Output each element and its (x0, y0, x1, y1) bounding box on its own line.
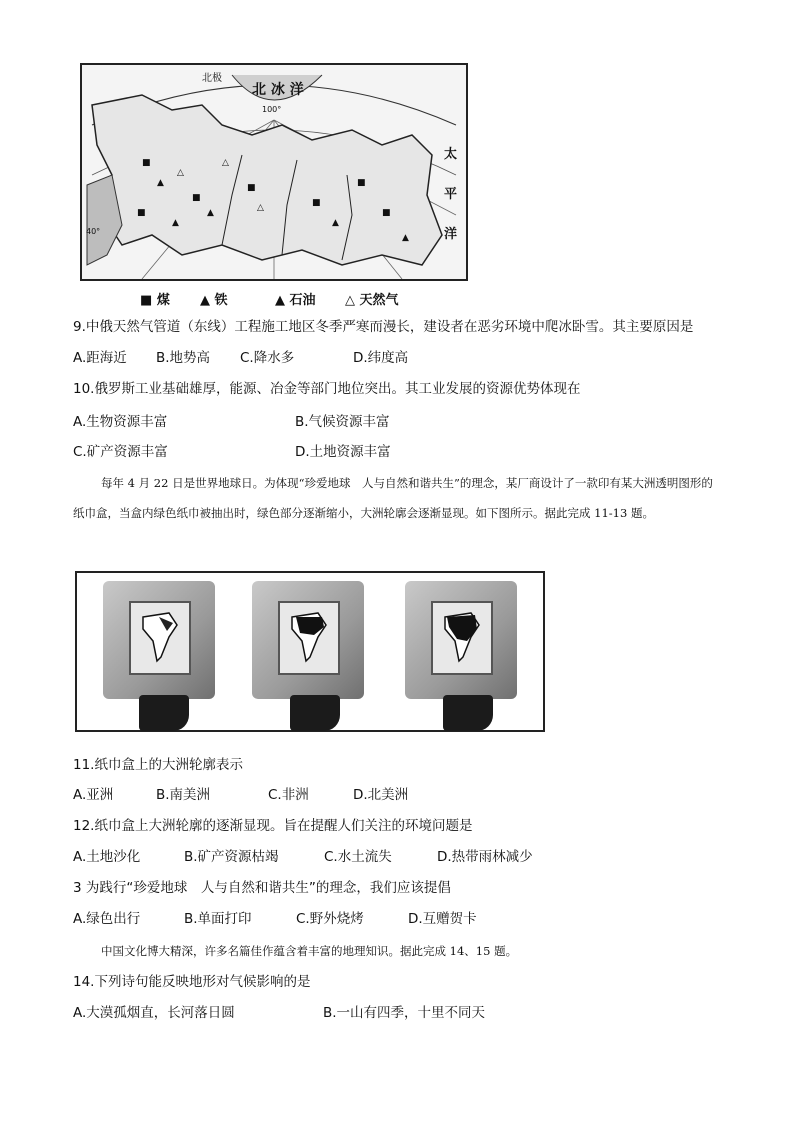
svg-text:△: △ (177, 168, 184, 178)
question-14-stem: 14.下列诗句能反映地形对气候影响的是 (73, 974, 311, 990)
iron-symbol-icon: ▲ (200, 293, 210, 308)
q12-option-b: B.矿产资源枯竭 (184, 849, 279, 865)
q9-option-d: D.纬度高 (353, 350, 409, 366)
svg-text:■: ■ (192, 193, 201, 203)
q12-option-a: A.土地沙化 (73, 849, 141, 865)
q11-option-d: D.北美洲 (353, 787, 409, 803)
svg-text:▲: ▲ (207, 208, 214, 218)
continent-outline-2 (288, 611, 328, 663)
continent-outline-3 (441, 611, 481, 663)
q14-option-b: B.一山有四季，十里不同天 (323, 1005, 486, 1021)
map-label-arctic: 北 冰 洋 (252, 82, 304, 98)
q10-option-c: C.矿产资源丰富 (73, 444, 168, 460)
q11-option-c: C.非洲 (268, 787, 309, 803)
tissue-box-figure (75, 571, 545, 732)
svg-text:■: ■ (357, 178, 366, 188)
svg-text:■: ■ (142, 158, 151, 168)
tissue-box-3 (405, 581, 517, 699)
question-13-stem: 3 为践行“珍爱地球 人与自然和谐共生”的理念，我们应该提倡 (73, 880, 451, 896)
map-label-pacific: 太 平 洋 (444, 147, 458, 242)
q11-option-a: A.亚洲 (73, 787, 114, 803)
map-label-degree: 100° (262, 105, 282, 114)
q13-option-a: A.绿色出行 (73, 911, 141, 927)
question-12-stem: 12.纸巾盒上大洲轮廓的逐渐显现。旨在提醒人们关注的环境问题是 (73, 818, 473, 834)
q10-option-b: B.气候资源丰富 (295, 414, 390, 430)
q10-option-d: D.土地资源丰富 (295, 444, 391, 460)
svg-text:▲: ▲ (332, 218, 339, 228)
coal-symbol-icon: ■ (140, 293, 153, 308)
svg-text:■: ■ (382, 208, 391, 218)
q13-option-c: C.野外烧烤 (296, 911, 364, 927)
q12-option-c: C.水土流失 (324, 849, 392, 865)
oil-symbol-icon: ▲ (275, 293, 285, 308)
intro-paragraph-earth-day: 每年 4 月 22 日是世界地球日。为体现“珍爱地球 人与自然和谐共生”的理念，某厂商设计了一款印有某大洲透明图形的纸巾盒，当盒内绿色纸巾被抽出时，绿色部分逐渐缩小，大洲轮廓会逐渐显现。如下图所示。据此完成 11-13 题。 (73, 476, 713, 520)
q14-option-a: A.大漠孤烟直，长河落日圆 (73, 1005, 235, 1021)
q13-option-b: B.单面打印 (184, 911, 252, 927)
gas-symbol-icon: △ (345, 293, 355, 308)
tissue-2 (290, 695, 340, 731)
svg-text:△: △ (257, 203, 264, 213)
legend-coal: ■ 煤 (140, 293, 170, 308)
q10-option-a: A.生物资源丰富 (73, 414, 168, 430)
tissue-3 (443, 695, 493, 731)
russia-resource-map (80, 63, 468, 281)
svg-text:△: △ (222, 158, 229, 168)
q9-option-c: C.降水多 (240, 350, 295, 366)
svg-text:▲: ▲ (402, 233, 409, 243)
tissue-1 (139, 695, 189, 731)
question-11-stem: 11.纸巾盒上的大洲轮廓表示 (73, 757, 243, 773)
map-label-degree-left: 40° (86, 227, 101, 236)
q11-option-b: B.南美洲 (156, 787, 211, 803)
q9-option-a: A.距海近 (73, 350, 127, 366)
continent-outline-1 (139, 611, 179, 663)
intro-paragraph-culture: 中国文化博大精深，许多名篇佳作蕴含着丰富的地理知识。据此完成 14、15 题。 (101, 944, 518, 958)
q12-option-d: D.热带雨林减少 (437, 849, 533, 865)
legend-gas: △ 天然气 (345, 293, 399, 308)
svg-text:▲: ▲ (157, 178, 164, 188)
question-9-stem: 9.中俄天然气管道（东线）工程施工地区冬季严寒而漫长，建设者在恶劣环境中爬冰卧雪。其主要原因是 (73, 319, 694, 335)
tissue-box-1 (103, 581, 215, 699)
tissue-box-2 (252, 581, 364, 699)
svg-text:■: ■ (247, 183, 256, 193)
q9-option-b: B.地势高 (156, 350, 211, 366)
svg-text:■: ■ (137, 208, 146, 218)
legend-oil: ▲ 石油 (275, 293, 316, 308)
svg-text:▲: ▲ (172, 218, 179, 228)
svg-text:■: ■ (312, 198, 321, 208)
legend-iron: ▲ 铁 (200, 293, 228, 308)
map-label-place: 北极 (202, 73, 222, 84)
question-10-stem: 10.俄罗斯工业基础雄厚，能源、冶金等部门地位突出。其工业发展的资源优势体现在 (73, 381, 581, 397)
q13-option-d: D.互赠贺卡 (408, 911, 477, 927)
